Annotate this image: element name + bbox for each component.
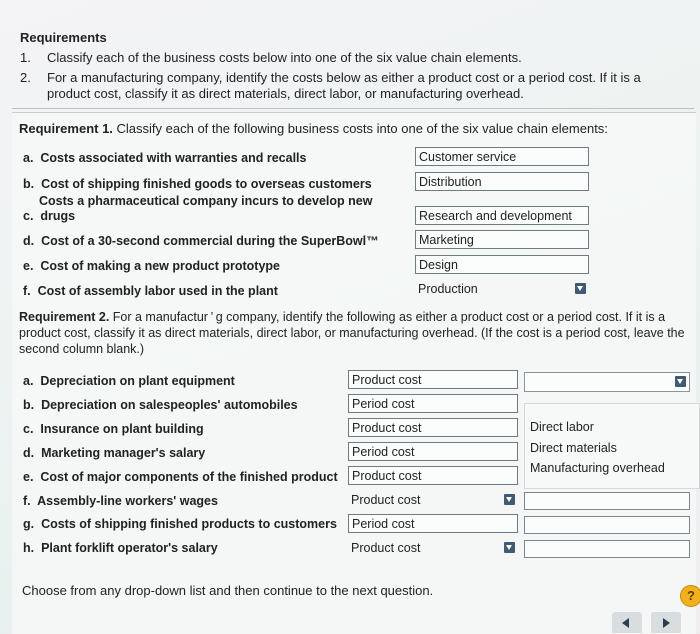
- req2-row-e-cost-type-select[interactable]: [348, 466, 518, 485]
- requirement-2-heading-label: Requirement 2.: [19, 310, 110, 324]
- req2-row-h-cost-type-select[interactable]: [348, 539, 518, 558]
- row-letter: f.: [23, 284, 31, 298]
- req1-row-b-select[interactable]: [415, 172, 589, 191]
- req1-row-e-select[interactable]: [415, 255, 589, 274]
- row-text: Costs of shipping finished products to customers: [41, 517, 337, 531]
- req2-row-g-classification-select[interactable]: [524, 516, 690, 534]
- requirement-1-heading-label: Requirement 1.: [19, 121, 113, 136]
- row-letter: c.: [23, 209, 34, 223]
- requirement-2-heading: [19, 309, 689, 357]
- row-letter: a.: [23, 151, 34, 165]
- req2-row-b-cost-type-select[interactable]: [348, 394, 518, 413]
- select-value: Marketing: [419, 233, 474, 247]
- row-text: Costs associated with warranties and recalls: [40, 151, 307, 165]
- row-letter: c.: [23, 422, 34, 436]
- select-value: Product cost: [352, 373, 422, 387]
- select-value: Distribution: [419, 175, 482, 189]
- select-value: Product cost: [352, 421, 422, 435]
- row-letter: a.: [23, 374, 34, 388]
- req2-row-g-cost-type-select[interactable]: [348, 514, 518, 533]
- req2-row-f-cost-type-select[interactable]: [348, 491, 518, 510]
- select-value: Customer service: [419, 150, 517, 164]
- select-value: Production: [418, 282, 478, 296]
- row-text: Plant forklift operator's salary: [41, 541, 218, 555]
- req2-row-b-label: [23, 398, 298, 412]
- requirement-number: 1.: [20, 50, 31, 65]
- select-value: Period cost: [352, 445, 415, 459]
- req1-row-f-select[interactable]: [415, 280, 589, 299]
- requirement-2: [20, 70, 685, 102]
- select-value: Research and development: [419, 209, 572, 223]
- select-value: Product cost: [351, 493, 421, 507]
- req1-row-c-label: [23, 209, 75, 223]
- row-text: Cost of shipping finished goods to overseas customers: [41, 177, 372, 191]
- select-value: Design: [419, 258, 458, 272]
- req2-row-c-label: [23, 422, 204, 436]
- req1-row-a-select[interactable]: [415, 147, 589, 166]
- chevron-down-icon: [504, 542, 515, 553]
- requirement-1-heading-text: Classify each of the following business costs into one of the six value chain elements:: [112, 121, 608, 136]
- row-text: Cost of major components of the finished product: [40, 470, 338, 484]
- row-letter: e.: [23, 470, 34, 484]
- footer-instruction: Choose from any drop-down list and then continue to the next question.: [22, 583, 434, 598]
- row-letter: d.: [23, 234, 35, 248]
- req2-row-d-cost-type-select[interactable]: [348, 442, 518, 461]
- row-letter: b.: [23, 398, 35, 412]
- select-value: Period cost: [352, 517, 415, 531]
- chevron-down-icon: [504, 494, 515, 505]
- row-text: Marketing manager's salary: [41, 446, 206, 460]
- chevron-down-icon: [675, 376, 686, 387]
- requirement-number: 2.: [20, 70, 31, 85]
- req1-row-e-label: [23, 259, 280, 273]
- req1-row-f-label: [23, 284, 278, 298]
- select-value: Period cost: [352, 397, 415, 411]
- row-text: Depreciation on salespeoples' automobiles: [41, 398, 298, 412]
- chevron-down-icon: [575, 283, 586, 294]
- previous-arrow-icon[interactable]: [612, 612, 642, 633]
- row-text: Cost of assembly labor used in the plant: [37, 284, 278, 298]
- menu-item-direct-materials[interactable]: Direct materials: [530, 441, 617, 455]
- req1-row-c-select[interactable]: [415, 206, 589, 225]
- req1-row-b-label: [23, 177, 372, 191]
- next-arrow-icon[interactable]: [651, 612, 681, 633]
- row-letter: e.: [23, 259, 34, 273]
- req1-row-c-label-line1: Costs a pharmaceutical company incurs to develop new: [39, 194, 373, 208]
- req2-row-a-cost-type-select[interactable]: [348, 370, 518, 389]
- row-text: Cost of a 30-second commercial during the SuperBowl™: [41, 234, 379, 248]
- req1-row-a-label: [23, 151, 306, 165]
- classification-dropdown-menu: [524, 403, 700, 489]
- req2-row-f-classification-select[interactable]: [524, 492, 690, 510]
- row-letter: b.: [23, 177, 35, 191]
- req2-row-c-cost-type-select[interactable]: [348, 418, 518, 437]
- requirements-title: Requirements: [20, 30, 107, 45]
- row-text: Assembly-line workers' wages: [37, 494, 218, 508]
- req2-row-f-label: [23, 494, 218, 508]
- row-letter: g.: [23, 517, 35, 531]
- row-text: Insurance on plant building: [40, 422, 204, 436]
- req2-row-d-label: [23, 446, 205, 460]
- row-letter: d.: [23, 446, 35, 460]
- menu-item-manufacturing-overhead[interactable]: Manufacturing overhead: [530, 461, 665, 475]
- req2-row-e-label: [23, 470, 338, 484]
- req1-row-d-select[interactable]: [415, 230, 589, 249]
- requirement-1: [20, 50, 685, 66]
- requirement-1-heading: [19, 121, 608, 136]
- req2-row-h-label: [23, 541, 218, 555]
- row-text: drugs: [40, 209, 76, 223]
- requirement-2-heading-text: For a manufactur ’ g company, identify the following as either a product cost or a period cost. If it is a product cost, classify it as direct materials, direct labor, or manufacturing overhead. (If the cost is a period cost, leave the second column blank.): [19, 310, 685, 356]
- help-icon[interactable]: ?: [680, 585, 700, 607]
- select-value: Product cost: [352, 469, 422, 483]
- req2-row-g-label: [23, 517, 337, 531]
- row-letter: h.: [23, 541, 35, 555]
- row-text: Depreciation on plant equipment: [40, 374, 235, 388]
- requirement-text: For a manufacturing company, identify the costs below as either a product cost or a period cost. If it is a product cost, classify it as direct materials, direct labor, or manufacturing overhead.: [47, 70, 641, 101]
- req2-row-a-classification-select[interactable]: [524, 372, 690, 392]
- select-value: Product cost: [351, 541, 421, 555]
- row-letter: f.: [23, 494, 31, 508]
- req1-row-d-label: [23, 234, 379, 248]
- requirements-box: [12, 22, 694, 109]
- question-panel: [12, 112, 696, 634]
- requirement-text: Classify each of the business costs below into one of the six value chain elements.: [47, 50, 522, 65]
- menu-item-direct-labor[interactable]: Direct labor: [530, 420, 594, 434]
- req2-row-a-label: [23, 374, 235, 388]
- req2-row-h-classification-select[interactable]: [524, 540, 690, 558]
- row-text: Cost of making a new product prototype: [40, 259, 280, 273]
